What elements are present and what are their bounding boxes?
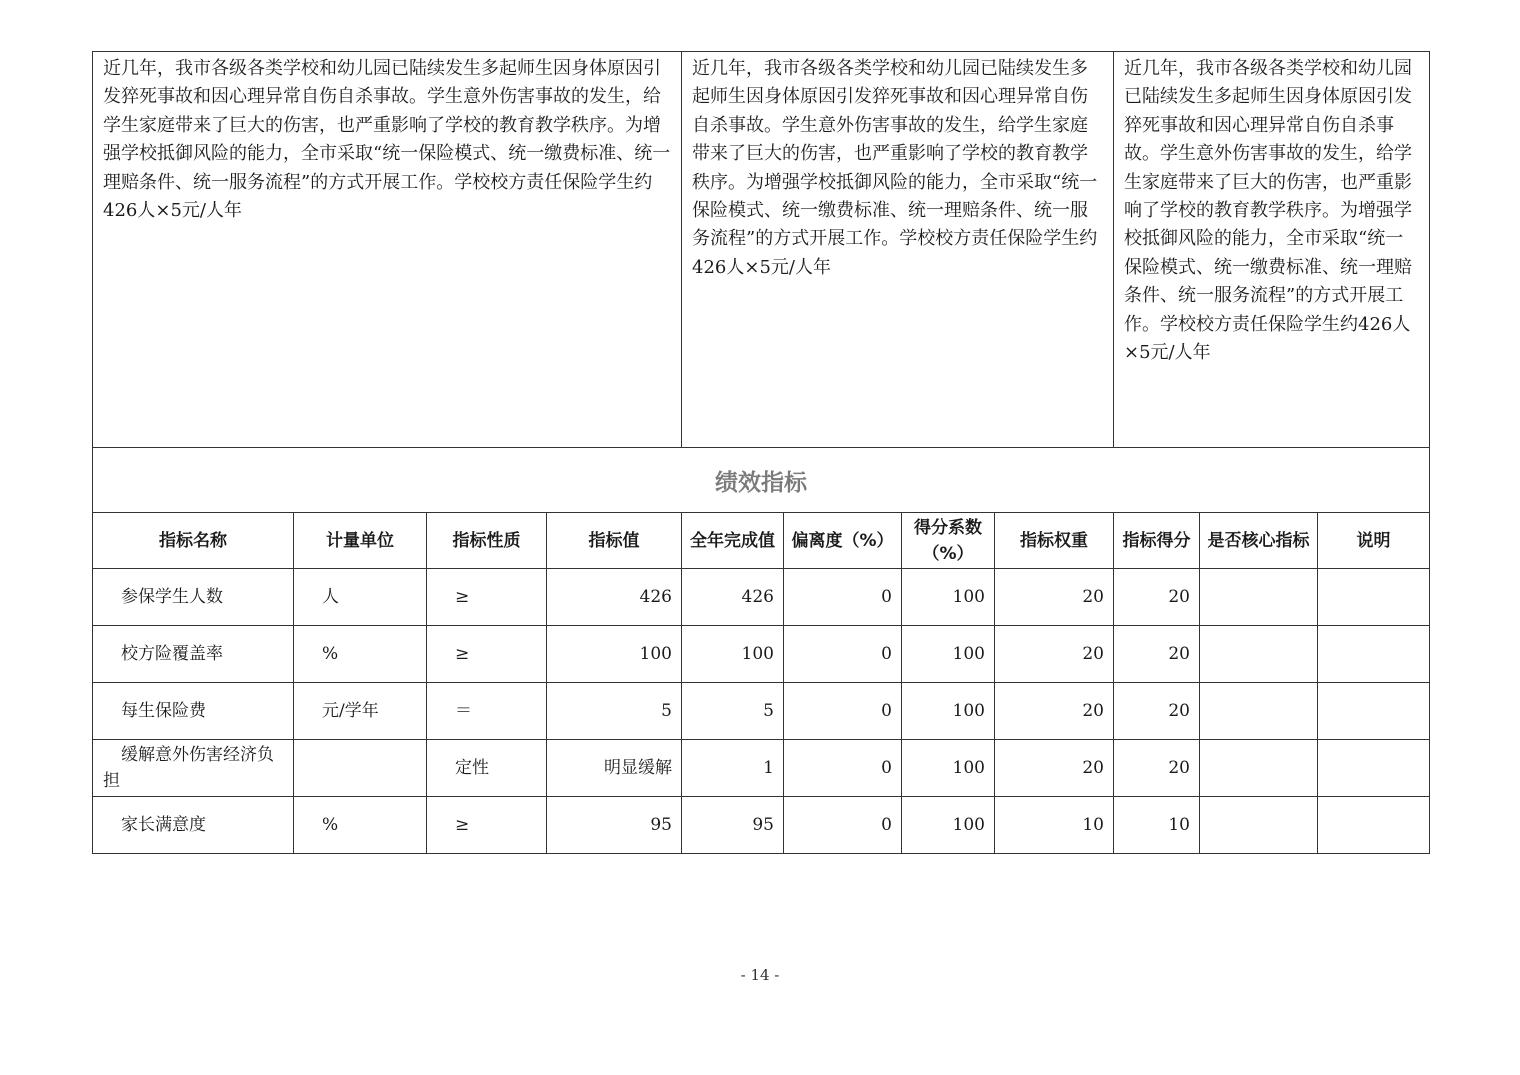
description-cell-1: 近几年，我市各级各类学校和幼儿园已陆续发生多起师生因身体原因引发猝死事故和因心理异常自伤自杀事故。学生意外伤害事故的发生，给学生家庭带来了巨大的伤害，也严重影响了学校的教育教学秩序。为增强学校抵御风险的能力，全市采取“统一保险模式、统一缴费标准、统一理赔条件、统一服务流程”的方式开展工作。学校校方责任保险学生约426人×5元/人年: [93, 52, 682, 448]
cell-deviation: 0: [784, 683, 902, 740]
cell-score: 10: [1114, 797, 1200, 854]
cell-weight: 20: [995, 626, 1114, 683]
cell-actual: 100: [682, 626, 784, 683]
section-title: 绩效指标: [93, 448, 1430, 513]
cell-note: [1318, 683, 1430, 740]
cell-name: 家长满意度: [93, 797, 294, 854]
header-actual-value: 全年完成值: [682, 513, 784, 569]
cell-name: 缓解意外伤害经济负担: [93, 740, 294, 797]
cell-coefficient: 100: [902, 626, 995, 683]
cell-target: 100: [547, 626, 682, 683]
table-row: [93, 797, 1430, 854]
cell-deviation: 0: [784, 569, 902, 626]
cell-deviation: 0: [784, 626, 902, 683]
cell-score: 20: [1114, 569, 1200, 626]
cell-core: [1200, 797, 1318, 854]
cell-nature: ＝: [427, 683, 547, 740]
cell-weight: 10: [995, 797, 1114, 854]
cell-unit: [294, 740, 427, 797]
cell-coefficient: 100: [902, 797, 995, 854]
cell-name: 参保学生人数: [93, 569, 294, 626]
cell-actual: 426: [682, 569, 784, 626]
cell-note: [1318, 569, 1430, 626]
cell-nature: ≥: [427, 569, 547, 626]
header-core: 是否核心指标: [1200, 513, 1318, 569]
cell-score: 20: [1114, 683, 1200, 740]
cell-core: [1200, 569, 1318, 626]
description-table: [92, 51, 1430, 448]
header-deviation: 偏离度（%）: [784, 513, 902, 569]
cell-deviation: 0: [784, 740, 902, 797]
cell-name: 每生保险费: [93, 683, 294, 740]
cell-weight: 20: [995, 683, 1114, 740]
description-cell-3: 近几年，我市各级各类学校和幼儿园已陆续发生多起师生因身体原因引发猝死事故和因心理异常自伤自杀事故。学生意外伤害事故的发生，给学生家庭带来了巨大的伤害，也严重影响了学校的教育教学秩序。为增强学校抵御风险的能力，全市采取“统一保险模式、统一缴费标准、统一理赔条件、统一服务流程”的方式开展工作。学校校方责任保险学生约426人×5元/人年: [1114, 52, 1430, 448]
cell-target: 5: [547, 683, 682, 740]
header-nature: 指标性质: [427, 513, 547, 569]
cell-actual: 95: [682, 797, 784, 854]
cell-actual: 1: [682, 740, 784, 797]
performance-table: [92, 447, 1430, 854]
table-row: [93, 569, 1430, 626]
description-row: [93, 52, 1430, 448]
cell-name: 校方险覆盖率: [93, 626, 294, 683]
cell-weight: 20: [995, 740, 1114, 797]
cell-nature: ≥: [427, 626, 547, 683]
cell-core: [1200, 740, 1318, 797]
cell-coefficient: 100: [902, 683, 995, 740]
header-indicator-name: 指标名称: [93, 513, 294, 569]
cell-unit: 元/学年: [294, 683, 427, 740]
cell-actual: 5: [682, 683, 784, 740]
cell-coefficient: 100: [902, 569, 995, 626]
header-target-value: 指标值: [547, 513, 682, 569]
cell-coefficient: 100: [902, 740, 995, 797]
cell-unit: %: [294, 626, 427, 683]
header-row: [93, 513, 1430, 569]
document-page: [92, 51, 1429, 854]
cell-nature: ≥: [427, 797, 547, 854]
cell-weight: 20: [995, 569, 1114, 626]
cell-unit: 人: [294, 569, 427, 626]
cell-target: 95: [547, 797, 682, 854]
cell-nature: 定性: [427, 740, 547, 797]
cell-score: 20: [1114, 626, 1200, 683]
cell-note: [1318, 740, 1430, 797]
cell-core: [1200, 683, 1318, 740]
header-score: 指标得分: [1114, 513, 1200, 569]
cell-deviation: 0: [784, 797, 902, 854]
header-note: 说明: [1318, 513, 1430, 569]
header-coefficient: 得分系数（%）: [902, 513, 995, 569]
table-row: [93, 683, 1430, 740]
table-row: [93, 740, 1430, 797]
header-unit: 计量单位: [294, 513, 427, 569]
description-cell-2: 近几年，我市各级各类学校和幼儿园已陆续发生多起师生因身体原因引发猝死事故和因心理异常自伤自杀事故。学生意外伤害事故的发生，给学生家庭带来了巨大的伤害，也严重影响了学校的教育教学秩序。为增强学校抵御风险的能力，全市采取“统一保险模式、统一缴费标准、统一理赔条件、统一服务流程”的方式开展工作。学校校方责任保险学生约426人×5元/人年: [682, 52, 1114, 448]
cell-core: [1200, 626, 1318, 683]
table-row: [93, 626, 1430, 683]
page-number: - 14 -: [740, 966, 780, 984]
cell-note: [1318, 626, 1430, 683]
cell-score: 20: [1114, 740, 1200, 797]
cell-note: [1318, 797, 1430, 854]
cell-unit: %: [294, 797, 427, 854]
cell-target: 明显缓解: [547, 740, 682, 797]
cell-target: 426: [547, 569, 682, 626]
header-weight: 指标权重: [995, 513, 1114, 569]
